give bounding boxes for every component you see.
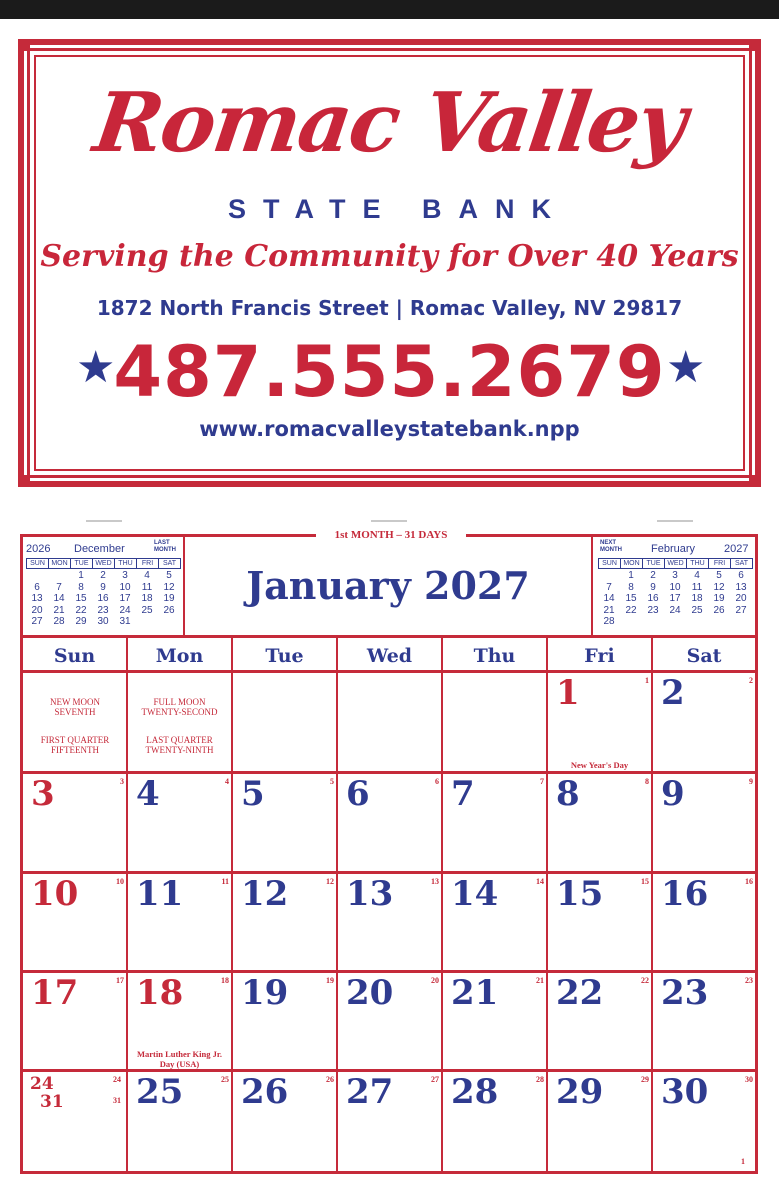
day-number-small: 7 (540, 777, 544, 786)
day-number-small: 5 (330, 777, 334, 786)
mini-prev-year: 2026 (26, 543, 51, 555)
day-number: 13 (346, 874, 394, 914)
mini-weekday-label: SUN (26, 558, 49, 569)
day-number-small: 10 (116, 877, 124, 886)
mini-day: 5 (166, 570, 172, 581)
day-number-small: 31 (113, 1096, 121, 1105)
day-number: 7 (451, 774, 475, 814)
grid-line (231, 636, 233, 1172)
moon-phase-text: FULL MOON (153, 697, 206, 707)
frame-corner (18, 475, 30, 487)
day-number-small: 6 (435, 777, 439, 786)
day-number-small: 30 (745, 1075, 753, 1084)
day-number-small: 17 (116, 976, 124, 985)
mini-weekday-label: WED (92, 558, 115, 569)
hanger-slot (657, 520, 693, 522)
weekday-header-thu: Thu (473, 645, 516, 667)
top-edge-bar (0, 0, 779, 19)
mini-day: 1 (78, 570, 84, 581)
star-icon: ★ (76, 342, 116, 393)
mini-day: 25 (691, 604, 703, 616)
mini-prev-month: December (74, 543, 125, 555)
mini-day (48, 570, 70, 582)
mini-day (686, 616, 708, 628)
mini-weekday-label: TUE (70, 558, 93, 569)
moon-phase-text: FIRST QUARTER (40, 735, 110, 745)
mini-weekday-label: THU (686, 558, 709, 569)
mini-day: 8 (628, 581, 634, 593)
day-number-combined-top: 24 (30, 1074, 54, 1094)
mini-day: 4 (694, 570, 700, 581)
day-number-small: 8 (645, 777, 649, 786)
day-number-small: 21 (536, 976, 544, 985)
mini-day: 26 (163, 604, 175, 616)
mini-day: 3 (122, 570, 128, 581)
mini-day: 24 (669, 604, 681, 616)
day-number: 17 (31, 973, 79, 1013)
mini-day: 4 (144, 570, 150, 581)
day-number: 23 (661, 973, 709, 1013)
day-number: 2 (661, 673, 685, 713)
mini-day: 29 (75, 616, 87, 627)
mini-next-days (598, 570, 752, 628)
day-number: 10 (31, 874, 79, 914)
mini-prev-days (26, 570, 180, 628)
mini-day: 27 (31, 616, 43, 627)
moon-phase-text: FIFTEENTH (51, 745, 99, 755)
mini-weekday-label: TUE (642, 558, 665, 569)
frame-corner (749, 39, 761, 51)
day-number: 11 (136, 874, 184, 914)
day-number: 25 (136, 1072, 184, 1112)
day-number: 6 (346, 774, 370, 814)
mini-day: 19 (163, 593, 175, 604)
day-number-small: 11 (221, 877, 229, 886)
day-number: 28 (451, 1072, 499, 1112)
day-number: 9 (661, 774, 685, 814)
mini-day (26, 570, 48, 582)
mini-day: 22 (625, 604, 637, 616)
mini-day: 31 (119, 616, 131, 627)
mini-day: 18 (691, 593, 703, 604)
mini-calendar-next (596, 537, 754, 635)
mini-weekday-label: FRI (136, 558, 159, 569)
mini-day (730, 616, 752, 628)
mini-day: 23 (97, 604, 109, 616)
mini-day: 11 (141, 581, 153, 593)
grid-line (20, 635, 758, 638)
mini-calendar-previous (24, 537, 182, 635)
mini-day: 27 (735, 604, 747, 616)
day-number-small: 14 (536, 877, 544, 886)
mini-next-weekdays (598, 558, 752, 569)
mini-day: 9 (650, 581, 656, 593)
weekday-header-mon: Mon (155, 645, 204, 667)
hanger-slot (371, 520, 407, 522)
mini-day: 15 (625, 593, 637, 604)
mini-day: 18 (141, 593, 153, 604)
day-number-small: 4 (225, 777, 229, 786)
day-number-small: 24 (113, 1075, 121, 1084)
day-number: 18 (136, 973, 184, 1013)
mini-prev-tag: LAST MONTH (154, 540, 176, 553)
bank-tagline: Serving the Community for Over 40 Years (40, 239, 739, 274)
mini-day: 14 (603, 593, 615, 604)
moon-phase-text: LAST QUARTER (146, 735, 213, 745)
weekday-header-wed: Wed (366, 645, 413, 667)
calendar-month-title: January 2027 (183, 537, 593, 635)
mini-day: 28 (603, 616, 615, 627)
mini-day: 6 (34, 581, 40, 593)
day-number: 29 (556, 1072, 604, 1112)
grid-line (20, 771, 758, 774)
day-number: 4 (136, 774, 160, 814)
mini-day: 14 (53, 593, 65, 604)
mini-day: 15 (75, 593, 87, 604)
mini-day: 21 (603, 604, 615, 616)
mini-day (598, 570, 620, 582)
bank-phone: 487.555.2679 (113, 331, 666, 413)
day-number: 14 (451, 874, 499, 914)
day-number: 1 (556, 673, 580, 713)
grid-line (546, 636, 548, 1172)
day-number: 15 (556, 874, 604, 914)
mini-day: 7 (606, 581, 612, 593)
mini-next-year: 2027 (724, 543, 749, 555)
mini-day (708, 616, 730, 628)
mini-day (620, 616, 642, 628)
mini-next-month: February (651, 543, 696, 555)
bank-website: www.romacvalleystatebank.npp (199, 417, 580, 441)
bank-logo-name: Romac Valley (88, 75, 691, 171)
day-number-small: 9 (749, 777, 753, 786)
day-number-small: 28 (536, 1075, 544, 1084)
bank-logo-subtitle: STATE BANK (228, 194, 568, 224)
day-number-small: 26 (326, 1075, 334, 1084)
mini-day: 19 (713, 593, 725, 604)
mini-day: 25 (141, 604, 153, 616)
star-icon: ★ (666, 342, 706, 393)
mini-day: 3 (672, 570, 678, 581)
mini-day: 16 (647, 593, 659, 604)
day-number: 5 (241, 774, 265, 814)
hanger-slot (86, 520, 122, 522)
mini-day (664, 616, 686, 628)
mini-day: 17 (119, 593, 131, 604)
day-number: 30 (661, 1072, 709, 1112)
day-number-combined-bottom: 31 (40, 1092, 64, 1112)
mini-prev-weekdays (26, 558, 180, 569)
mini-day (642, 616, 664, 628)
grid-line (336, 636, 338, 1172)
mini-day: 16 (97, 593, 109, 604)
mini-day: 2 (100, 570, 106, 581)
advertisement-panel (0, 19, 779, 504)
mini-weekday-label: SAT (158, 558, 181, 569)
day-number-small: 20 (431, 976, 439, 985)
day-number-small: 3 (120, 777, 124, 786)
weekday-header-sat: Sat (686, 645, 722, 667)
day-number-small: 27 (431, 1075, 439, 1084)
day-number-small: 16 (745, 877, 753, 886)
day-number: 26 (241, 1072, 289, 1112)
day-number-small: 15 (641, 877, 649, 886)
month-count-label: 1st MONTH – 31 DAYS (316, 528, 466, 542)
mini-day: 13 (31, 593, 43, 604)
holiday-label: New Year's Day (570, 760, 629, 770)
mini-day: 8 (78, 581, 84, 593)
page-number: 1 (741, 1157, 745, 1166)
frame-corner (749, 475, 761, 487)
mini-day: 5 (716, 570, 722, 581)
mini-day (136, 616, 158, 628)
day-number-small: 25 (221, 1075, 229, 1084)
mini-weekday-label: MON (620, 558, 643, 569)
mini-day: 12 (163, 581, 175, 593)
mini-day: 20 (735, 593, 747, 604)
mini-day: 1 (628, 570, 634, 581)
day-number-small: 19 (326, 976, 334, 985)
day-number: 8 (556, 774, 580, 814)
day-number-small: 22 (641, 976, 649, 985)
holiday-label: Martin Luther King Jr. Day (USA) (136, 1049, 222, 1069)
frame-corner (18, 39, 30, 51)
mini-day: 9 (100, 581, 106, 593)
mini-day: 22 (75, 604, 87, 616)
moon-phase-text: NEW MOON (49, 697, 101, 707)
mini-day: 6 (738, 570, 744, 581)
day-number-small: 23 (745, 976, 753, 985)
mini-day: 26 (713, 604, 725, 616)
mini-day: 2 (650, 570, 656, 581)
grid-line (441, 636, 443, 1172)
day-number-small: 29 (641, 1075, 649, 1084)
day-number: 16 (661, 874, 709, 914)
mini-day: 24 (119, 604, 131, 616)
mini-day: 28 (53, 616, 65, 627)
mini-day (158, 616, 180, 628)
moon-phase-text: SEVENTH (54, 707, 96, 717)
day-number: 19 (241, 973, 289, 1013)
mini-next-tag: NEXT MONTH (600, 540, 622, 553)
day-number-small: 18 (221, 976, 229, 985)
day-number-small: 13 (431, 877, 439, 886)
mini-weekday-label: THU (114, 558, 137, 569)
grid-line (651, 636, 653, 1172)
day-number: 22 (556, 973, 604, 1013)
day-number-small: 1 (645, 676, 649, 685)
mini-day: 12 (713, 581, 725, 593)
day-number: 20 (346, 973, 394, 1013)
moon-phase-text: TWENTY-SECOND (141, 707, 218, 717)
mini-day: 20 (31, 604, 43, 616)
mini-weekday-label: WED (664, 558, 687, 569)
weekday-header-fri: Fri (584, 645, 615, 667)
mini-weekday-label: SUN (598, 558, 621, 569)
mini-day: 13 (735, 581, 747, 593)
moon-phase-text: TWENTY-NINTH (145, 745, 214, 755)
mini-day: 17 (669, 593, 681, 604)
mini-day: 23 (647, 604, 659, 616)
mini-day: 7 (56, 581, 62, 593)
weekday-header-sun: Sun (53, 645, 96, 667)
mini-day: 30 (97, 616, 109, 627)
mini-weekday-label: FRI (708, 558, 731, 569)
day-number-small: 12 (326, 877, 334, 886)
mini-weekday-label: MON (48, 558, 71, 569)
mini-weekday-label: SAT (730, 558, 753, 569)
weekday-header-tue: Tue (265, 645, 304, 667)
day-number-small: 2 (749, 676, 753, 685)
day-number: 27 (346, 1072, 394, 1112)
day-number: 3 (31, 774, 55, 814)
mini-day: 11 (691, 581, 703, 593)
day-number: 12 (241, 874, 289, 914)
day-number: 21 (451, 973, 499, 1013)
mini-day: 10 (669, 581, 681, 593)
mini-day: 21 (53, 604, 65, 616)
bank-address: 1872 North Francis Street | Romac Valley, NV 29817 (96, 296, 683, 320)
mini-day: 10 (119, 581, 131, 593)
